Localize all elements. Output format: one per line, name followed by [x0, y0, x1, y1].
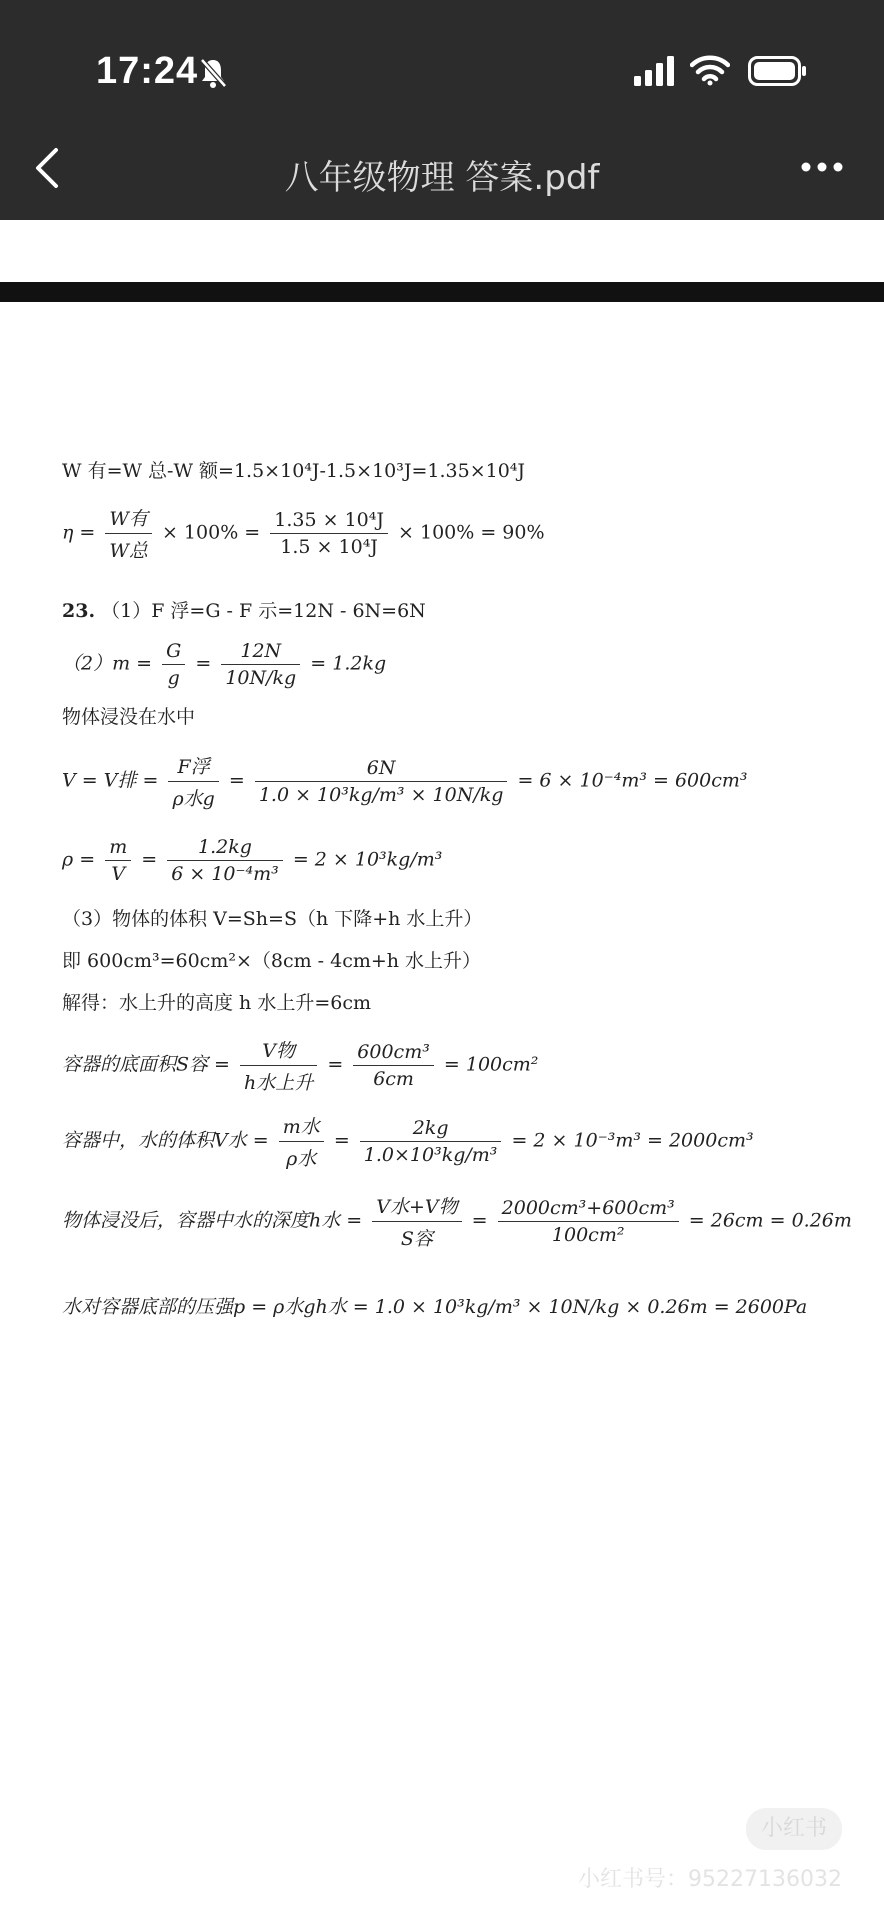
equals-sign: = — [327, 1053, 344, 1076]
water-ratio-fraction — [279, 1112, 324, 1171]
fraction-denominator: ρ水g — [172, 788, 215, 810]
cellular-signal-icon — [634, 56, 676, 86]
fraction-numerator: 600cm³ — [353, 1041, 434, 1066]
fraction-denominator: 6 × 10⁻⁴m³ — [171, 863, 279, 885]
wifi-icon — [690, 54, 730, 86]
fraction-denominator: 1.5 × 10⁴J — [280, 536, 378, 558]
fraction-denominator: 10N/kg — [225, 667, 297, 689]
mass-result: = 1.2kg — [310, 652, 387, 675]
efficiency-result: × 100% = 90% — [398, 521, 545, 544]
depth-prefix: 物体浸没后，容器中水的深度h水 = — [62, 1209, 363, 1232]
eta-symbol: η = — [62, 521, 96, 544]
q23-part3-line: （3）物体的体积 V=Sh=S（h 下降+h 水上升） — [62, 908, 483, 930]
buoyancy-ratio-fraction — [168, 752, 218, 811]
volume-value-fraction — [255, 757, 508, 806]
question-number: 23. — [62, 600, 96, 622]
volume-line — [62, 752, 748, 811]
fraction-numerator: G — [162, 640, 185, 665]
battery-icon — [748, 56, 808, 86]
pressure-line: 水对容器底部的压强p = ρ水gh水 = 1.0 × 10³kg/m³ × 10N/kg × 0.26m = 2600Pa — [62, 1296, 808, 1318]
fraction-denominator: g — [167, 667, 180, 689]
density-value-fraction — [167, 836, 283, 885]
useful-work-line: W 有=W 总-W 额=1.5×10⁴J-1.5×10³J=1.35×10⁴J — [62, 460, 526, 482]
work-ratio-fraction — [105, 504, 152, 563]
q23-part1-text: （1）F 浮=G - F 示=12N - 6N=6N — [101, 600, 426, 622]
fraction-numerator: m水 — [279, 1112, 324, 1142]
fraction-numerator: 1.35 × 10⁴J — [270, 509, 388, 534]
watermark-id: 小红书号：9522713603​2 — [578, 1867, 842, 1892]
fraction-denominator: S容 — [400, 1228, 433, 1250]
page-gap — [0, 220, 884, 282]
mass-value-fraction — [221, 640, 300, 689]
water-volume-prefix: 容器中，水的体积V水 = — [62, 1129, 269, 1152]
fraction-denominator: 6cm — [373, 1068, 414, 1090]
fraction-numerator: 2000cm³+600cm³ — [498, 1197, 679, 1222]
water-value-fraction — [360, 1117, 502, 1166]
fraction-denominator: W总 — [109, 540, 148, 562]
fraction-denominator: 1.0 × 10³kg/m³ × 10N/kg — [258, 784, 504, 806]
q23-part2-line — [62, 640, 386, 689]
fraction-denominator: V — [111, 863, 126, 885]
solve-line: 解得：水上升的高度 h 水上升=6cm — [62, 992, 371, 1014]
fraction-denominator: 1.0×10³kg/m³ — [363, 1144, 498, 1166]
value-ratio-fraction — [270, 509, 388, 558]
efficiency-line — [62, 504, 545, 563]
q23-part1-line — [62, 596, 426, 623]
equals-sign: = — [141, 848, 158, 871]
mass-volume-fraction — [105, 836, 131, 885]
equals-sign: = — [228, 769, 245, 792]
fraction-numerator: W有 — [105, 504, 152, 534]
density-prefix: ρ = — [62, 848, 96, 871]
times-percent: × 100% = — [161, 521, 261, 544]
ie-line: 即 600cm³=60cm²×（8cm - 4cm+h 水上升） — [62, 950, 482, 972]
fraction-denominator: h水上升 — [244, 1072, 314, 1094]
volume-prefix: V = V排 = — [62, 769, 159, 792]
depth-value-fraction — [498, 1197, 679, 1246]
fraction-numerator: V水+V物 — [372, 1192, 461, 1222]
watermark-logo: 小红书 — [746, 1808, 842, 1850]
fraction-numerator: 1.2kg — [167, 836, 283, 861]
density-result: = 2 × 10³kg/m³ — [292, 848, 443, 871]
area-line — [62, 1036, 538, 1095]
fraction-numerator: 6N — [255, 757, 508, 782]
fraction-numerator: 12N — [221, 640, 300, 665]
depth-ratio-fraction — [372, 1192, 461, 1251]
more-dots-icon[interactable] — [800, 160, 844, 174]
equals-sign: = — [333, 1129, 350, 1152]
density-line — [62, 836, 442, 885]
fraction-numerator: V物 — [240, 1036, 317, 1066]
depth-result: = 26cm = 0.26m — [688, 1209, 852, 1232]
equals-sign: = — [195, 652, 212, 675]
area-result: = 100cm² — [443, 1053, 539, 1076]
document-title: 八年级物理 答案.pdf — [284, 158, 600, 198]
status-time: 17:24 — [96, 50, 199, 92]
fraction-denominator: 100cm² — [551, 1224, 625, 1246]
volume-result: = 6 × 10⁻⁴m³ = 600cm³ — [517, 769, 748, 792]
fraction-numerator: 2kg — [360, 1117, 502, 1142]
fraction-numerator: F浮 — [168, 752, 218, 782]
area-prefix: 容器的底面积S容 = — [62, 1053, 230, 1076]
mass-prefix: （2）m = — [62, 652, 153, 675]
water-volume-line — [62, 1112, 754, 1171]
g-ratio-fraction — [162, 640, 185, 689]
water-volume-result: = 2 × 10⁻³m³ = 2000cm³ — [511, 1129, 754, 1152]
area-value-fraction — [353, 1041, 434, 1090]
page-top-border — [0, 282, 884, 302]
area-ratio-fraction — [240, 1036, 317, 1095]
fraction-denominator: ρ水 — [286, 1148, 317, 1170]
top-bar — [0, 0, 884, 220]
fraction-numerator: m — [105, 836, 131, 861]
immersed-line: 物体浸没在水中 — [62, 706, 196, 728]
equals-sign: = — [471, 1209, 488, 1232]
depth-line — [62, 1192, 852, 1251]
bell-muted-icon — [198, 56, 228, 90]
